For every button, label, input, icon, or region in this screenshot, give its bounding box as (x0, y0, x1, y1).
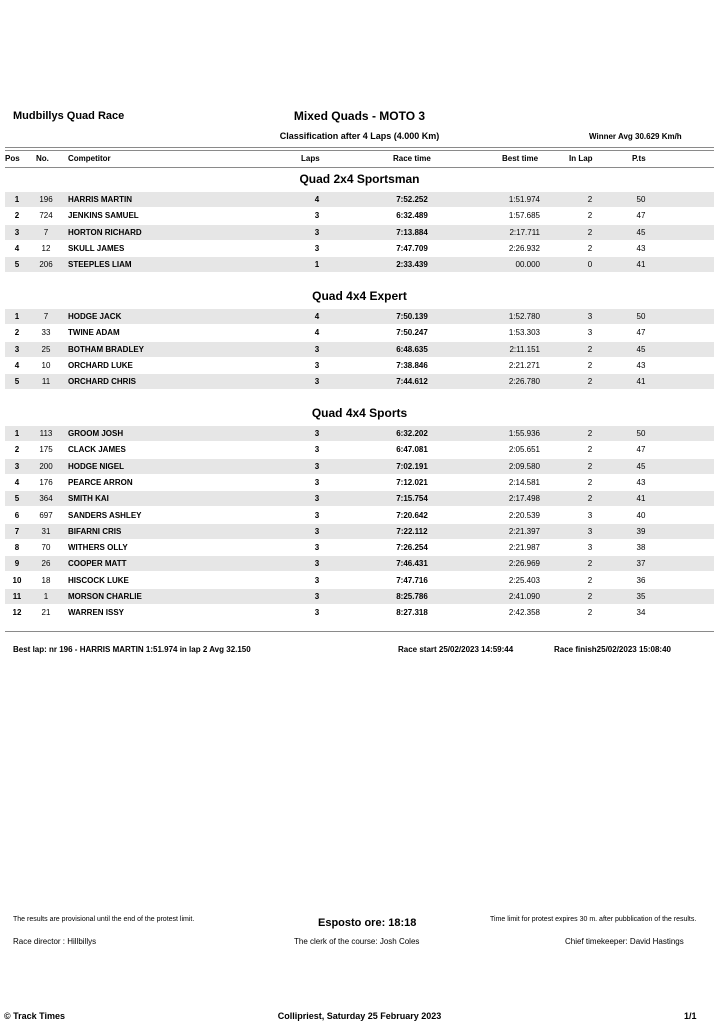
clerk-of-course: The clerk of the course: Josh Coles (294, 937, 420, 946)
cell-laps: 3 (314, 462, 320, 471)
cell-number: 7 (43, 312, 49, 321)
cell-race-time: 7:50.139 (396, 312, 428, 321)
cell-in-lap: 2 (587, 211, 593, 220)
result-row (5, 257, 714, 272)
cell-laps: 3 (314, 592, 320, 601)
cell-number: 31 (41, 527, 51, 536)
cell-in-lap: 3 (587, 527, 593, 536)
cell-position: 4 (14, 244, 20, 253)
cell-in-lap: 3 (587, 511, 593, 520)
cell-number: 25 (41, 345, 51, 354)
cell-race-time: 8:27.318 (396, 608, 428, 617)
cell-competitor: HODGE NIGEL (68, 462, 125, 471)
cell-race-time: 7:22.112 (396, 527, 428, 536)
cell-best-time: 2:26.932 (508, 244, 540, 253)
cell-best-time: 2:41.090 (508, 592, 540, 601)
cell-points: 43 (636, 361, 646, 370)
section-title: Quad 4x4 Sports (311, 406, 408, 420)
col-header-race-time: Race time (393, 154, 431, 163)
result-row (5, 225, 714, 240)
cell-race-time: 7:15.754 (396, 494, 428, 503)
cell-best-time: 1:52.780 (508, 312, 540, 321)
cell-race-time: 7:12.021 (396, 478, 428, 487)
cell-competitor: WARREN ISSY (68, 608, 125, 617)
cell-number: 200 (39, 462, 53, 471)
result-row (5, 342, 714, 357)
race-finish: Race finish25/02/2023 15:08:40 (554, 645, 671, 654)
cell-number: 7 (43, 228, 49, 237)
cell-in-lap: 2 (587, 361, 593, 370)
location-date: Collipriest, Saturday 25 February 2023 (277, 1011, 442, 1021)
cell-laps: 3 (314, 494, 320, 503)
cell-best-time: 2:05.651 (508, 445, 540, 454)
cell-number: 724 (39, 211, 53, 220)
cell-race-time: 7:26.254 (396, 543, 428, 552)
cell-points: 50 (636, 429, 646, 438)
cell-race-time: 7:20.642 (396, 511, 428, 520)
cell-laps: 3 (314, 377, 320, 386)
cell-number: 11 (41, 377, 51, 386)
result-row (5, 475, 714, 490)
cell-in-lap: 3 (587, 543, 593, 552)
cell-race-time: 7:50.247 (396, 328, 428, 337)
cell-laps: 3 (314, 608, 320, 617)
cell-position: 5 (14, 377, 20, 386)
section-title: Quad 4x4 Expert (312, 289, 407, 303)
result-row (5, 325, 714, 340)
cell-competitor: ORCHARD LUKE (68, 361, 133, 370)
cell-in-lap: 2 (587, 445, 593, 454)
result-row (5, 374, 714, 389)
cell-points: 34 (636, 608, 646, 617)
cell-best-time: 2:21.987 (508, 543, 540, 552)
cell-best-time: 1:57.685 (508, 211, 540, 220)
cell-number: 206 (39, 260, 53, 269)
cell-position: 3 (14, 462, 20, 471)
cell-number: 26 (41, 559, 51, 568)
cell-number: 364 (39, 494, 53, 503)
cell-race-time: 7:44.612 (396, 377, 428, 386)
cell-points: 43 (636, 478, 646, 487)
cell-number: 18 (41, 576, 51, 585)
cell-laps: 3 (314, 445, 320, 454)
cell-number: 21 (41, 608, 51, 617)
cell-in-lap: 2 (587, 576, 593, 585)
cell-competitor: SANDERS ASHLEY (68, 511, 142, 520)
cell-points: 35 (636, 592, 646, 601)
cell-number: 175 (39, 445, 53, 454)
result-row (5, 524, 714, 539)
cell-position: 10 (12, 576, 22, 585)
cell-laps: 3 (314, 361, 320, 370)
result-row (5, 605, 714, 620)
cell-laps: 3 (314, 559, 320, 568)
cell-position: 5 (14, 494, 20, 503)
cell-points: 45 (636, 462, 646, 471)
cell-competitor: BIFARNI CRIS (68, 527, 122, 536)
cell-best-time: 2:09.580 (508, 462, 540, 471)
cell-competitor: MORSON CHARLIE (68, 592, 142, 601)
cell-laps: 3 (314, 211, 320, 220)
cell-best-time: 2:42.358 (508, 608, 540, 617)
provisional-note: The results are provisional until the end of the protest limit. (13, 916, 195, 923)
cell-race-time: 2:33.439 (396, 260, 428, 269)
cell-position: 2 (14, 445, 20, 454)
cell-points: 47 (636, 328, 646, 337)
cell-position: 1 (14, 312, 20, 321)
cell-points: 41 (636, 260, 646, 269)
cell-in-lap: 2 (587, 429, 593, 438)
cell-best-time: 2:21.271 (508, 361, 540, 370)
cell-best-time: 1:51.974 (508, 195, 540, 204)
cell-number: 33 (41, 328, 51, 337)
cell-position: 9 (14, 559, 20, 568)
cell-competitor: STEEPLES LIAM (68, 260, 132, 269)
cell-points: 47 (636, 445, 646, 454)
cell-number: 176 (39, 478, 53, 487)
cell-competitor: TWINE ADAM (68, 328, 120, 337)
result-row (5, 540, 714, 555)
cell-laps: 1 (314, 260, 320, 269)
cell-best-time: 2:26.780 (508, 377, 540, 386)
cell-in-lap: 2 (587, 478, 593, 487)
cell-race-time: 7:02.191 (396, 462, 428, 471)
cell-position: 3 (14, 228, 20, 237)
cell-race-time: 6:32.202 (396, 429, 428, 438)
cell-number: 12 (41, 244, 51, 253)
cell-position: 2 (14, 211, 20, 220)
cell-in-lap: 2 (587, 494, 593, 503)
cell-in-lap: 2 (587, 377, 593, 386)
cell-position: 6 (14, 511, 20, 520)
cell-laps: 3 (314, 228, 320, 237)
cell-laps: 4 (314, 312, 320, 321)
cell-points: 45 (636, 228, 646, 237)
cell-best-time: 2:25.403 (508, 576, 540, 585)
cell-in-lap: 2 (587, 462, 593, 471)
cell-best-time: 2:17.498 (508, 494, 540, 503)
cell-position: 2 (14, 328, 20, 337)
cell-points: 47 (636, 211, 646, 220)
cell-in-lap: 2 (587, 228, 593, 237)
col-header-pos: Pos (5, 154, 20, 163)
best-lap-info: Best lap: nr 196 - HARRIS MARTIN 1:51.974 in lap 2 Avg 32.150 (13, 645, 251, 654)
cell-in-lap: 2 (587, 244, 593, 253)
result-row (5, 192, 714, 207)
cell-competitor: WITHERS OLLY (68, 543, 128, 552)
cell-position: 7 (14, 527, 20, 536)
cell-points: 40 (636, 511, 646, 520)
cell-competitor: COOPER MATT (68, 559, 127, 568)
cell-number: 10 (41, 361, 51, 370)
cell-best-time: 2:11.151 (509, 345, 540, 354)
cell-competitor: HISCOCK LUKE (68, 576, 129, 585)
cell-in-lap: 2 (587, 345, 593, 354)
cell-race-time: 6:32.489 (396, 211, 428, 220)
cell-number: 196 (39, 195, 53, 204)
esposto-time: Esposto ore: 18:18 (318, 917, 417, 929)
section-title: Quad 2x4 Sportsman (299, 172, 420, 186)
cell-competitor: HODGE JACK (68, 312, 122, 321)
protest-limit-note: Time limit for protest expires 30 m. after pubblication of the results. (490, 916, 697, 923)
cell-competitor: GROOM JOSH (68, 429, 124, 438)
cell-position: 5 (14, 260, 20, 269)
cell-points: 39 (636, 527, 646, 536)
cell-position: 12 (12, 608, 22, 617)
cell-position: 11 (12, 592, 22, 601)
result-row (5, 241, 714, 256)
cell-points: 41 (636, 494, 646, 503)
cell-competitor: HORTON RICHARD (68, 228, 142, 237)
cell-position: 4 (14, 478, 20, 487)
cell-points: 41 (636, 377, 646, 386)
cell-points: 37 (636, 559, 646, 568)
result-row (5, 556, 714, 571)
cell-laps: 3 (314, 543, 320, 552)
cell-points: 43 (636, 244, 646, 253)
cell-laps: 3 (314, 244, 320, 253)
cell-competitor: BOTHAM BRADLEY (68, 345, 144, 354)
event-name: Mudbillys Quad Race (13, 110, 125, 122)
result-row (5, 491, 714, 506)
race-title: Mixed Quads - MOTO 3 (293, 109, 426, 123)
winner-avg: Winner Avg 30.629 Km/h (589, 132, 682, 141)
cell-in-lap: 0 (587, 260, 593, 269)
cell-points: 50 (636, 312, 646, 321)
cell-race-time: 7:47.716 (396, 576, 428, 585)
cell-laps: 3 (314, 527, 320, 536)
col-header-laps: Laps (301, 154, 320, 163)
cell-race-time: 7:46.431 (396, 559, 428, 568)
col-header-in-lap: In Lap (569, 154, 593, 163)
cell-position: 1 (14, 429, 20, 438)
col-header-best-time: Best time (502, 154, 539, 163)
cell-points: 36 (636, 576, 646, 585)
cell-in-lap: 2 (587, 559, 593, 568)
cell-race-time: 7:52.252 (396, 195, 428, 204)
cell-points: 45 (636, 345, 646, 354)
cell-best-time: 2:17.711 (509, 228, 540, 237)
col-header-competitor: Competitor (68, 154, 111, 163)
cell-best-time: 2:26.969 (508, 559, 540, 568)
result-row (5, 426, 714, 441)
cell-best-time: 2:21.397 (508, 527, 540, 536)
cell-points: 38 (636, 543, 646, 552)
cell-laps: 3 (314, 478, 320, 487)
cell-position: 3 (14, 345, 20, 354)
col-header-no: No. (36, 154, 49, 163)
cell-best-time: 1:53.303 (508, 328, 540, 337)
cell-laps: 3 (314, 511, 320, 520)
cell-race-time: 6:48.635 (396, 345, 428, 354)
cell-race-time: 8:25.786 (396, 592, 428, 601)
cell-position: 8 (14, 543, 20, 552)
cell-competitor: ORCHARD CHRIS (68, 377, 136, 386)
cell-competitor: CLACK JAMES (68, 445, 126, 454)
cell-in-lap: 3 (587, 312, 593, 321)
cell-race-time: 6:47.081 (396, 445, 428, 454)
cell-race-time: 7:38.846 (396, 361, 428, 370)
cell-competitor: HARRIS MARTIN (68, 195, 132, 204)
cell-race-time: 7:13.884 (396, 228, 428, 237)
cell-in-lap: 3 (587, 328, 593, 337)
copyright: © Track Times (4, 1011, 66, 1021)
result-row (5, 589, 714, 604)
cell-laps: 4 (314, 328, 320, 337)
cell-best-time: 2:20.539 (508, 511, 540, 520)
cell-competitor: SMITH KAI (68, 494, 109, 503)
cell-number: 70 (41, 543, 51, 552)
cell-best-time: 2:14.581 (508, 478, 540, 487)
classification-info: Classification after 4 Laps (4.000 Km) (279, 131, 440, 141)
cell-in-lap: 2 (587, 195, 593, 204)
cell-competitor: SKULL JAMES (68, 244, 125, 253)
result-row (5, 208, 714, 223)
result-row (5, 573, 714, 588)
result-row (5, 309, 714, 324)
cell-race-time: 7:47.709 (396, 244, 428, 253)
result-row (5, 358, 714, 373)
cell-best-time: 00.000 (515, 260, 540, 269)
result-row (5, 459, 714, 474)
cell-competitor: JENKINS SAMUEL (68, 211, 139, 220)
cell-laps: 3 (314, 345, 320, 354)
cell-in-lap: 2 (587, 592, 593, 601)
cell-number: 113 (39, 429, 53, 438)
race-director: Race director : Hillbillys (13, 937, 97, 946)
result-row (5, 442, 714, 457)
cell-competitor: PEARCE ARRON (68, 478, 133, 487)
result-row (5, 508, 714, 523)
cell-best-time: 1:55.936 (508, 429, 540, 438)
cell-position: 1 (14, 195, 20, 204)
page-number: 1/1 (684, 1011, 697, 1021)
cell-in-lap: 2 (587, 608, 593, 617)
cell-number: 697 (39, 511, 53, 520)
cell-number: 1 (43, 592, 49, 601)
col-header-pts: P.ts (632, 154, 646, 163)
cell-laps: 4 (314, 195, 320, 204)
cell-laps: 3 (314, 576, 320, 585)
cell-position: 4 (14, 361, 20, 370)
cell-points: 50 (636, 195, 646, 204)
race-start: Race start 25/02/2023 14:59:44 (398, 645, 514, 654)
chief-timekeeper: Chief timekeeper: David Hastings (565, 937, 684, 946)
cell-laps: 3 (314, 429, 320, 438)
